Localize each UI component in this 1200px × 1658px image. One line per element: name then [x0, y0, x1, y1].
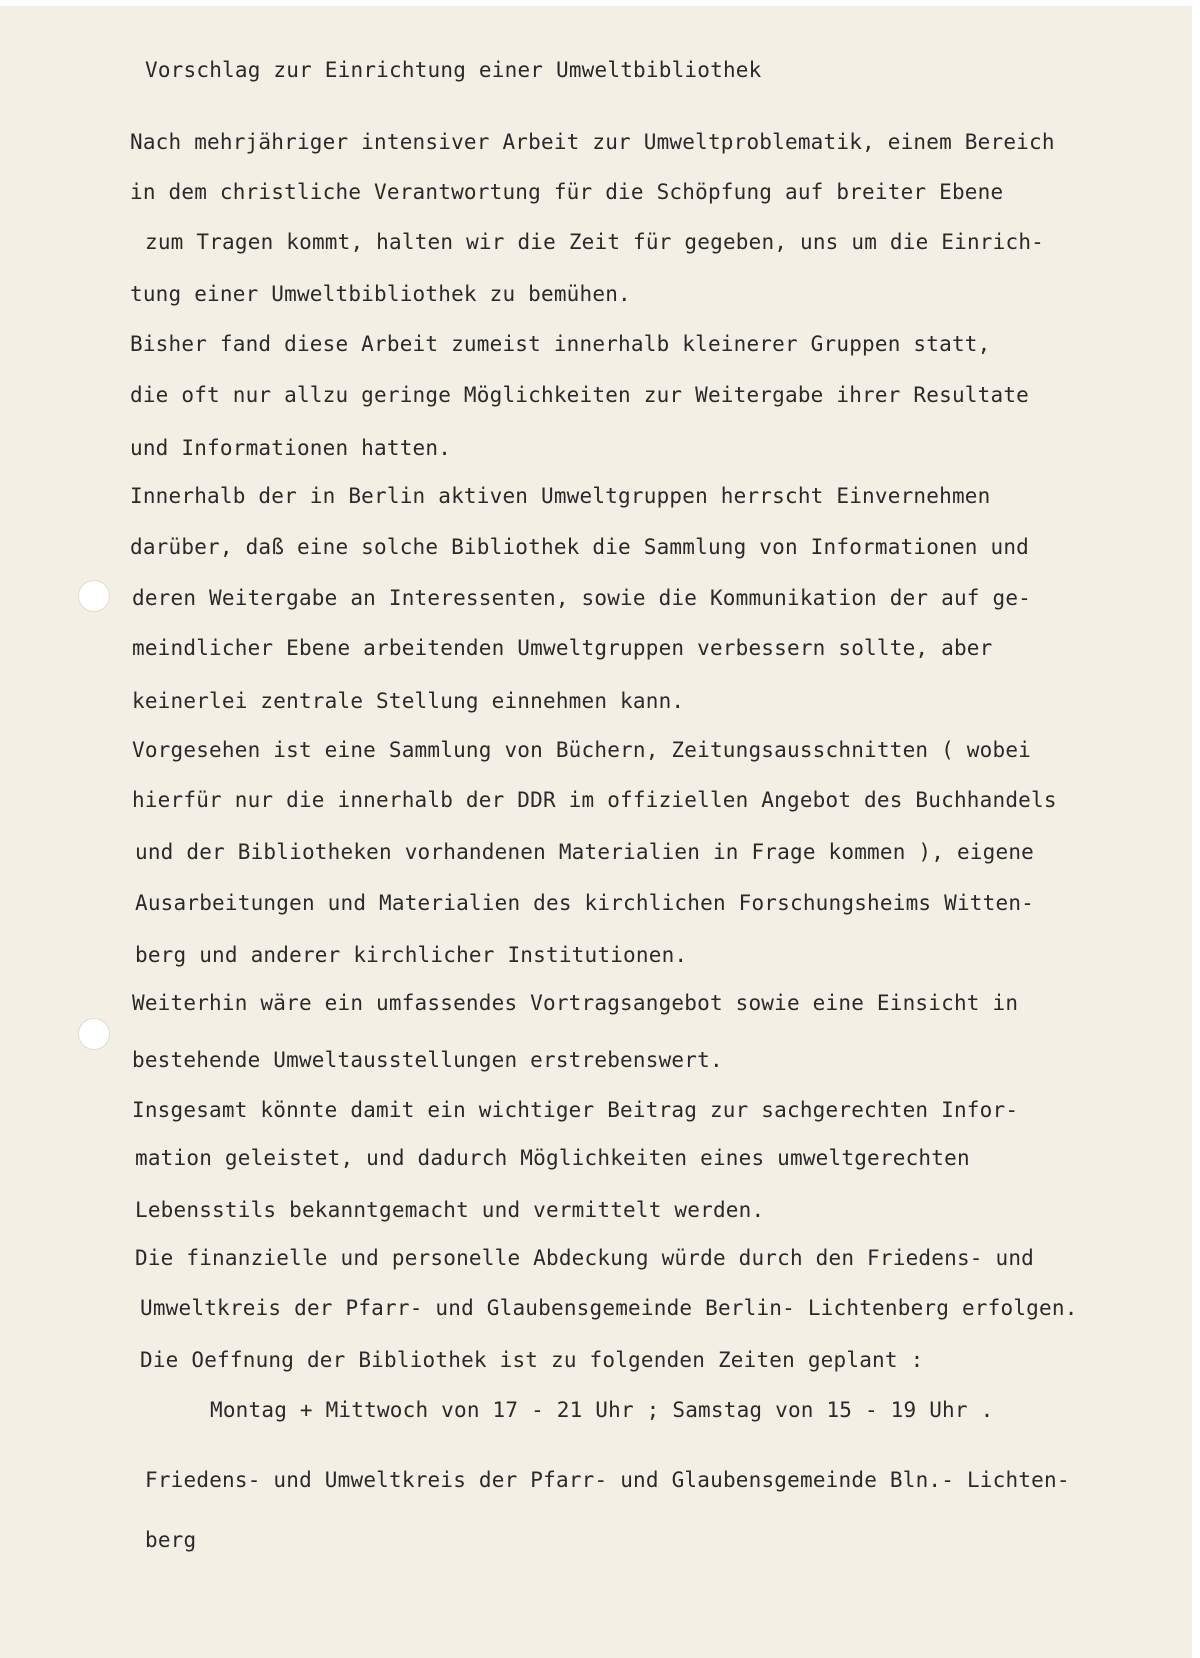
text-line: mation geleistet, und dadurch Möglichkeiten eines umweltgerechten	[135, 1146, 970, 1170]
text-line: Weiterhin wäre ein umfassendes Vortragsangebot sowie eine Einsicht in	[132, 991, 1019, 1015]
text-line: und der Bibliotheken vorhandenen Materialien in Frage kommen ), eigene	[135, 840, 1035, 864]
signature-line: berg	[145, 1528, 197, 1552]
text-line: hierfür nur die innerhalb der DDR im offiziellen Angebot des Buchhandels	[132, 788, 1057, 812]
text-line: Insgesamt könnte damit ein wichtiger Beitrag zur sachgerechten Infor-	[132, 1098, 1019, 1122]
text-line: darüber, daß eine solche Bibliothek die Sammlung von Informationen und	[130, 535, 1030, 559]
punch-hole-upper	[78, 580, 110, 612]
text-line: und Informationen hatten.	[130, 436, 452, 460]
text-line: Die Oeffnung der Bibliothek ist zu folgenden Zeiten geplant :	[140, 1348, 924, 1372]
opening-hours: Montag + Mittwoch von 17 - 21 Uhr ; Samstag von 15 - 19 Uhr .	[210, 1398, 994, 1422]
scan-border-right	[1192, 0, 1200, 1658]
text-line: deren Weitergabe an Interessenten, sowie die Kommunikation der auf ge-	[132, 586, 1032, 610]
punch-hole-lower	[78, 1018, 110, 1050]
text-line: Bisher fand diese Arbeit zumeist innerhalb kleinerer Gruppen statt,	[130, 332, 991, 356]
text-line: Innerhalb der in Berlin aktiven Umweltgruppen herrscht Einvernehmen	[130, 484, 991, 508]
text-line: Vorgesehen ist eine Sammlung von Büchern, Zeitungsausschnitten ( wobei	[132, 738, 1032, 762]
text-line: berg und anderer kirchlicher Institutionen.	[135, 943, 688, 967]
text-line: zum Tragen kommt, halten wir die Zeit für gegeben, uns um die Einrich-	[145, 230, 1045, 254]
text-line: Ausarbeitungen und Materialien des kirchlichen Forschungsheims Witten-	[135, 891, 1035, 915]
scan-border-top	[0, 0, 1200, 6]
text-line: Umweltkreis der Pfarr- und Glaubensgemeinde Berlin- Lichtenberg erfolgen.	[140, 1296, 1078, 1320]
text-line: die oft nur allzu geringe Möglichkeiten zur Weitergabe ihrer Resultate	[130, 383, 1030, 407]
text-line: Lebensstils bekanntgemacht und vermittelt werden.	[135, 1198, 765, 1222]
text-line: Nach mehrjähriger intensiver Arbeit zur Umweltproblematik, einem Bereich	[130, 130, 1055, 154]
text-line: bestehende Umweltausstellungen erstrebenswert.	[132, 1048, 723, 1072]
signature-line: Friedens- und Umweltkreis der Pfarr- und Glaubensgemeinde Bln.- Lichten-	[145, 1468, 1070, 1492]
text-line: tung einer Umweltbibliothek zu bemühen.	[130, 282, 631, 306]
text-line: in dem christliche Verantwortung für die Schöpfung auf breiter Ebene	[130, 180, 1004, 204]
text-line: meindlicher Ebene arbeitenden Umweltgruppen verbessern sollte, aber	[132, 636, 993, 660]
text-line: Die finanzielle und personelle Abdeckung würde durch den Friedens- und	[135, 1246, 1035, 1270]
text-line: keinerlei zentrale Stellung einnehmen kann.	[132, 689, 685, 713]
document-title: Vorschlag zur Einrichtung einer Umweltbibliothek	[145, 58, 762, 82]
